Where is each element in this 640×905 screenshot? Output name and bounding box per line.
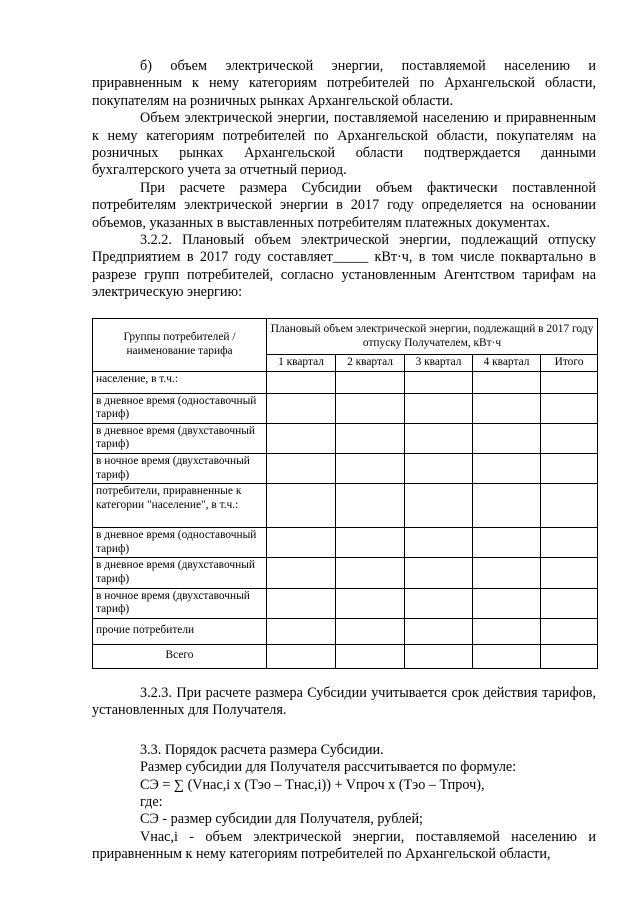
row-label: потребители, приравненные к категории "население", в т.ч.: xyxy=(93,484,267,528)
table-row xyxy=(93,484,598,528)
row-label: в дневное время (одноставочный тариф) xyxy=(93,528,267,558)
paragraph-formula-intro: Размер субсидии для Получателя рассчитывается по формуле: xyxy=(140,759,517,776)
row-label: в дневное время (одноставочный тариф) xyxy=(93,393,267,423)
paragraph-volume-confirmation: Объем электрической энергии, поставляемой населению и приравненным к нему категориям потребителей по Архангельской области, покупателям на розничных рынках Архангельской области подтверждается данными бухгалтерского учета за отчетный период. xyxy=(92,110,596,179)
paragraph-3-2-3: 3.2.3. При расчете размера Субсидии учитывается срок действия тарифов, установленных для Получателя. xyxy=(92,685,596,719)
definition-vnas: Vнас,i - объем электрической энергии, поставляемой населению и приравненным к нему категориям потребителей по Архангельской области, xyxy=(92,828,596,863)
table-row xyxy=(93,453,598,483)
paragraph-b-volume: б) объем электрической энергии, поставляемой населению и приравненным к нему категориям потребителей по Архангельской области, покупателям на розничных рынках Архангельской области. xyxy=(92,58,596,109)
section-heading-3-3: 3.3. Порядок расчета размера Субсидии. xyxy=(140,741,384,758)
column-header-planned-volume: Плановый объем электрической энергии, подлежащий в 2017 году отпуску Получателем, кВт·ч xyxy=(267,319,598,355)
table-row xyxy=(93,618,598,644)
table-row xyxy=(93,371,598,393)
column-header-q3: 3 квартал xyxy=(405,355,473,372)
row-label: в ночное время (двухставочный тариф) xyxy=(93,588,267,618)
paragraph-subsidy-calculation: При расчете размера Субсидии объем фактически поставленной потребителям электрической энергии в 2017 году определяется на основании объемов, указанных в выставленных потребителям платежных документах. xyxy=(92,179,596,231)
row-label-total: Всего xyxy=(93,644,267,668)
document-body-bottom xyxy=(92,685,596,864)
definition-se: СЭ - размер субсидии для Получателя, рублей; xyxy=(140,811,423,828)
table-row xyxy=(93,423,598,453)
row-label: в дневное время (двухставочный тариф) xyxy=(93,423,267,453)
column-header-q1: 1 квартал xyxy=(267,355,336,372)
table-row-total xyxy=(93,644,598,668)
column-header-q4: 4 квартал xyxy=(473,355,541,372)
column-header-total: Итого xyxy=(541,355,598,372)
table-row xyxy=(93,558,598,588)
column-header-consumer-groups: Группы потребителей / наименование тарифа xyxy=(93,319,267,372)
column-header-q2: 2 квартал xyxy=(336,355,405,372)
formula: СЭ = ∑ (Vнас,i x (Тэо – Тнас,i)) + Vпроч x (Тэо – Тпроч), xyxy=(140,776,485,793)
document-body-top xyxy=(92,58,596,302)
row-label: в ночное время (двухставочный тариф) xyxy=(93,453,267,483)
planned-volume-table xyxy=(92,318,598,669)
table-row xyxy=(93,588,598,618)
row-label: население, в т.ч.: xyxy=(93,371,267,393)
where-label: где: xyxy=(140,794,163,811)
table-header-row xyxy=(93,319,598,355)
paragraph-3-2-2: 3.2.2. Плановый объем электрической энергии, подлежащий отпуску Предприятием в 2017 году составляет_____ кВт·ч, в том числе поквартально в разрезе групп потребителей, согласно установленным Агентством тарифам на электрическую энергию: xyxy=(92,232,596,301)
row-label: в дневное время (двухставочный тариф) xyxy=(93,558,267,588)
row-label: прочие потребители xyxy=(93,618,267,644)
table-row xyxy=(93,528,598,558)
table-row xyxy=(93,393,598,423)
